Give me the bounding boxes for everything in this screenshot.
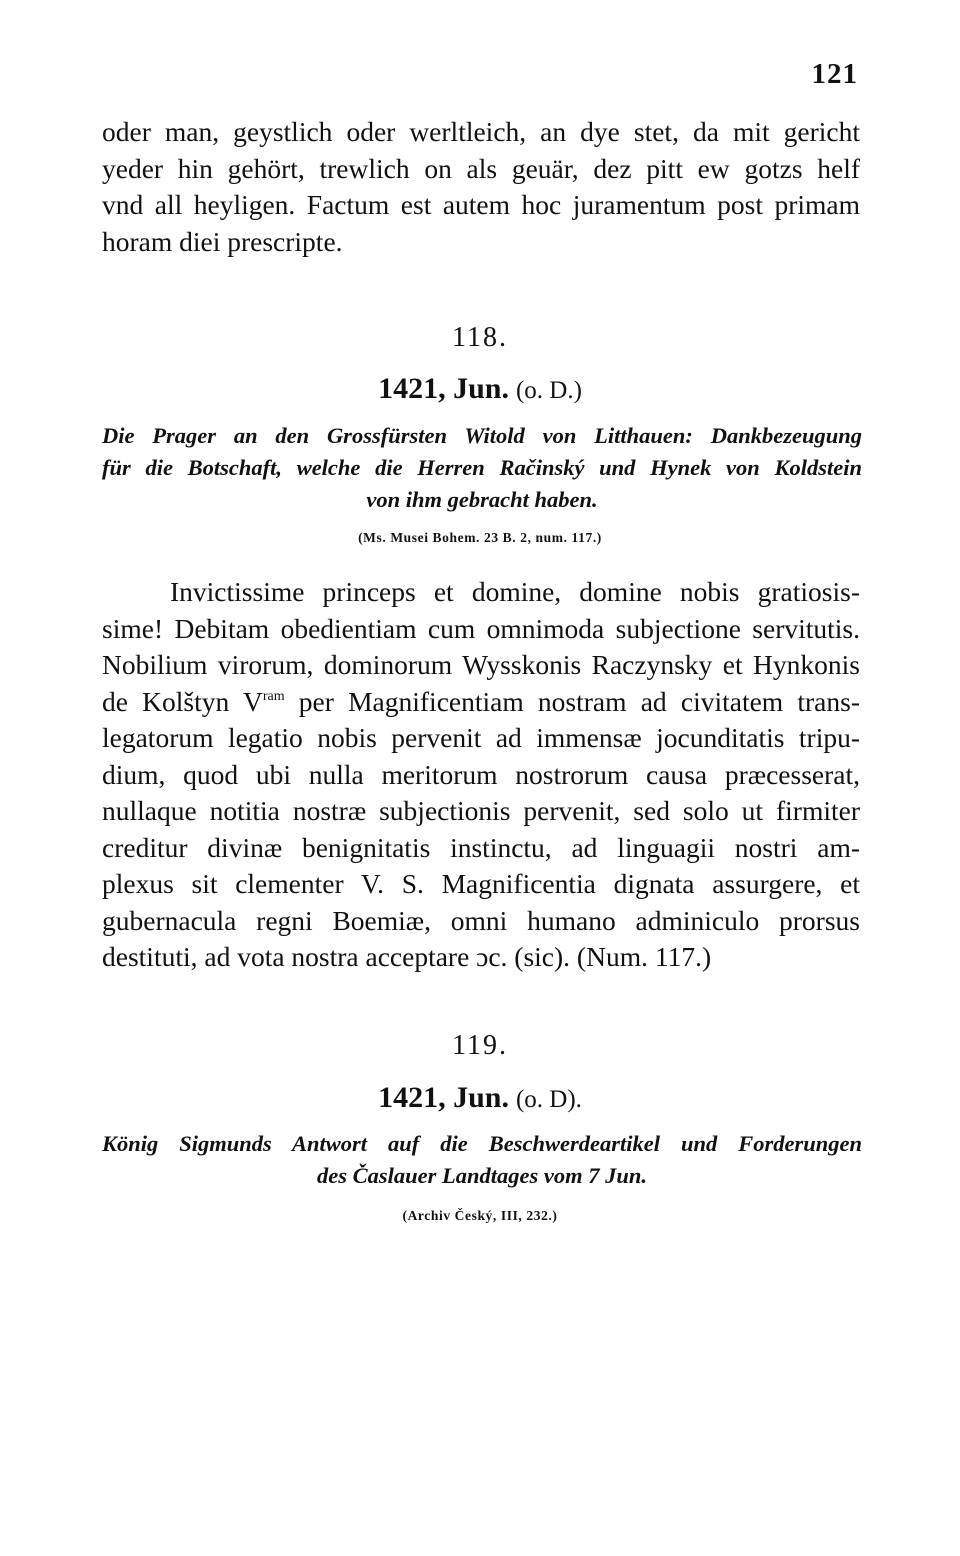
source-citation: (Archiv Český, III, 232.) [402,1208,558,1223]
document-number: 119. [452,1030,508,1061]
document-date [0,1081,960,1115]
text-line: legatorum legatio nobis pervenit ad immensæ jocunditatis tripu- [102,722,860,753]
text-line: oder man, geystlich oder werltleich, an dye stet, da mit gericht [102,116,860,147]
text-line: creditur divinæ benignitatis instinctu, ad linguagii nostri am- [102,831,860,863]
page-number: 121 [811,58,858,90]
text-line: plexus sit clementer V. S. Magnificentia dignata assurgere, et [102,868,860,899]
source-citation: (Ms. Musei Bohem. 23 B. 2, num. 117.) [358,530,602,545]
text-fragment: per Magnificentiam nostram ad civitatem trans- [298,685,861,717]
document-summary [102,1128,862,1192]
text-line: vnd all heyligen. Factum est autem hoc juramentum post primam [102,189,860,220]
document-summary [102,420,862,516]
date-label: 1421, Jun. [378,372,509,405]
text-line: horam diei prescripte. [102,225,343,257]
text-line: nullaque notitia nostræ subjectionis pervenit, sed solo ut firmiter [102,795,860,826]
text-fragment: de Kolštyn V [102,685,263,717]
summary-line: König Sigmunds Antwort auf die Beschwerdeartikel und Forderungen [102,1131,862,1156]
date-note: (o. D). [515,1086,582,1113]
text-line: yeder hin gehört, trewlich on als geuär, dez pitt ew gotzs helf [102,152,860,184]
summary-line: für die Botschaft, welche die Herren Račinský und Hynek von Koldstein [102,455,862,480]
text-line: destituti, ad vota nostra acceptare ɔc. (sic). (Num. 117.) [102,941,712,972]
summary-line: von ihm gebracht haben. [366,487,598,512]
summary-line: Die Prager an den Grossfürsten Witold von Litthauen: Dankbezeugung [102,423,862,448]
text-line: gubernacula regni Boemiæ, omni humano adminiculo prorsus [102,904,860,936]
date-note: (o. D.) [515,377,582,404]
text-line [102,684,860,721]
text-line: Invictissime princeps et domine, domine nobis gratiosis- [170,576,860,607]
intro-paragraph [102,114,860,260]
superscript-abbreviation: ram [262,688,285,704]
text-line: dium, quod ubi nulla meritorum nostrorum causa præcesserat, [102,758,860,790]
document-text [102,574,860,976]
document-date [0,372,960,406]
text-line: sime! Debitam obedientiam cum omnimoda subjectione servitutis. [102,612,860,644]
text-line: Nobilium virorum, dominorum Wysskonis Raczynsky et Hynkonis [102,649,860,680]
date-label: 1421, Jun. [378,1081,509,1114]
document-number: 118. [452,322,508,353]
summary-line: des Časlauer Landtages vom 7 Jun. [316,1163,648,1188]
